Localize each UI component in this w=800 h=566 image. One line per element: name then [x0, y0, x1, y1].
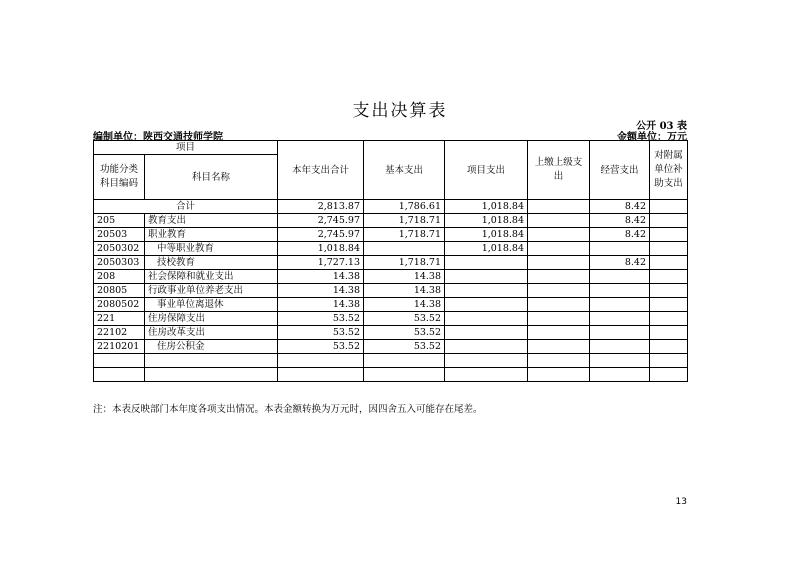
cell-subsidy	[650, 326, 688, 340]
table-row	[94, 256, 688, 270]
header-basic: 基本支出	[364, 141, 445, 200]
table-row	[94, 228, 688, 242]
cell-operating	[590, 326, 650, 340]
cell-upper	[528, 368, 590, 382]
cell-basic: 14.38	[364, 298, 445, 312]
cell-code: 2210201	[94, 340, 145, 354]
expenditure-table	[93, 140, 688, 382]
cell-project	[445, 368, 528, 382]
header-row-1	[94, 141, 688, 155]
cell-operating	[590, 340, 650, 354]
cell-project: 1,018.84	[445, 214, 528, 228]
cell-name: 中等职业教育	[145, 242, 278, 256]
cell-operating	[590, 354, 650, 368]
cell-code	[94, 354, 145, 368]
cell-total: 53.52	[278, 340, 364, 354]
cell-basic: 14.38	[364, 270, 445, 284]
cell-project	[445, 298, 528, 312]
cell-name	[145, 354, 278, 368]
cell-total: 53.52	[278, 312, 364, 326]
table-row	[94, 270, 688, 284]
header-project: 项目支出	[445, 141, 528, 200]
cell-operating: 8.42	[590, 214, 650, 228]
header-subsidy: 对附属单位补助支出	[650, 141, 688, 200]
cell-subsidy	[650, 312, 688, 326]
cell-basic: 1,718.71	[364, 256, 445, 270]
cell-subsidy	[650, 228, 688, 242]
cell-operating	[590, 284, 650, 298]
cell-basic: 1,718.71	[364, 214, 445, 228]
cell-upper	[528, 270, 590, 284]
header-operating: 经营支出	[590, 141, 650, 200]
cell-code: 208	[94, 270, 145, 284]
cell-subsidy	[650, 284, 688, 298]
cell-subsidy	[650, 354, 688, 368]
cell-basic: 53.52	[364, 340, 445, 354]
cell-subsidy	[650, 340, 688, 354]
cell-project	[445, 312, 528, 326]
table-row	[94, 312, 688, 326]
total-cell-total: 2,813.87	[278, 200, 364, 214]
table-note: 注：本表反映部门本年度各项支出情况。本表金额转换为万元时，因四舍五入可能存在尾差。	[93, 404, 483, 415]
cell-code: 22102	[94, 326, 145, 340]
cell-subsidy	[650, 298, 688, 312]
total-cell-upper	[528, 200, 590, 214]
header-name: 科目名称	[145, 155, 278, 200]
cell-upper	[528, 312, 590, 326]
cell-basic: 14.38	[364, 284, 445, 298]
cell-project	[445, 284, 528, 298]
total-cell-subsidy	[650, 200, 688, 214]
cell-code: 2050302	[94, 242, 145, 256]
cell-operating	[590, 242, 650, 256]
cell-name: 行政事业单位养老支出	[145, 284, 278, 298]
cell-name: 职业教育	[145, 228, 278, 242]
cell-subsidy	[650, 368, 688, 382]
cell-project	[445, 326, 528, 340]
cell-total: 2,745.97	[278, 214, 364, 228]
total-cell-project: 1,018.84	[445, 200, 528, 214]
cell-upper	[528, 298, 590, 312]
cell-code: 2050303	[94, 256, 145, 270]
total-label: 合计	[94, 200, 278, 214]
table-row	[94, 368, 688, 382]
table-row	[94, 298, 688, 312]
cell-operating	[590, 368, 650, 382]
table-row	[94, 284, 688, 298]
cell-code: 20503	[94, 228, 145, 242]
header-total: 本年支出合计	[278, 141, 364, 200]
cell-upper	[528, 354, 590, 368]
cell-basic	[364, 368, 445, 382]
total-row	[94, 200, 688, 214]
table-row	[94, 340, 688, 354]
cell-total: 53.52	[278, 326, 364, 340]
cell-upper	[528, 256, 590, 270]
cell-total: 2,745.97	[278, 228, 364, 242]
cell-name: 事业单位离退休	[145, 298, 278, 312]
page-number: 13	[675, 497, 687, 507]
cell-code: 205	[94, 214, 145, 228]
cell-project	[445, 270, 528, 284]
cell-total: 14.38	[278, 298, 364, 312]
amount-unit: 金额单位：万元	[617, 132, 687, 143]
document-title: 支出决算表	[352, 101, 448, 121]
cell-basic	[364, 242, 445, 256]
compiling-organization: 编制单位：陕西交通技师学院	[93, 132, 223, 143]
cell-name	[145, 368, 278, 382]
cell-operating	[590, 270, 650, 284]
table-row	[94, 354, 688, 368]
cell-subsidy	[650, 270, 688, 284]
cell-total: 1,727.13	[278, 256, 364, 270]
cell-name: 技校教育	[145, 256, 278, 270]
cell-project: 1,018.84	[445, 242, 528, 256]
cell-name: 社会保障和就业支出	[145, 270, 278, 284]
cell-code	[94, 368, 145, 382]
table-row	[94, 214, 688, 228]
cell-basic	[364, 354, 445, 368]
cell-operating: 8.42	[590, 228, 650, 242]
header-code: 功能分类科目编码	[94, 155, 145, 200]
total-cell-operating: 8.42	[590, 200, 650, 214]
cell-name: 住房保障支出	[145, 312, 278, 326]
cell-total: 14.38	[278, 270, 364, 284]
cell-upper	[528, 242, 590, 256]
cell-name: 住房公积金	[145, 340, 278, 354]
cell-total: 1,018.84	[278, 242, 364, 256]
cell-upper	[528, 214, 590, 228]
cell-name: 教育支出	[145, 214, 278, 228]
table-row	[94, 326, 688, 340]
cell-code: 20805	[94, 284, 145, 298]
cell-subsidy	[650, 214, 688, 228]
cell-upper	[528, 228, 590, 242]
cell-subsidy	[650, 256, 688, 270]
cell-upper	[528, 340, 590, 354]
cell-project	[445, 256, 528, 270]
cell-basic: 1,718.71	[364, 228, 445, 242]
cell-operating: 8.42	[590, 256, 650, 270]
cell-total	[278, 354, 364, 368]
cell-basic: 53.52	[364, 312, 445, 326]
form-number: 公开 03 表	[636, 121, 687, 132]
cell-total	[278, 368, 364, 382]
cell-project	[445, 340, 528, 354]
table-row	[94, 242, 688, 256]
cell-subsidy	[650, 242, 688, 256]
cell-code: 221	[94, 312, 145, 326]
header-upper: 上缴上级支出	[528, 141, 590, 200]
cell-upper	[528, 326, 590, 340]
header-item-group: 项目	[94, 141, 278, 155]
cell-code: 2080502	[94, 298, 145, 312]
cell-project	[445, 354, 528, 368]
cell-project: 1,018.84	[445, 228, 528, 242]
cell-operating	[590, 312, 650, 326]
cell-basic: 53.52	[364, 326, 445, 340]
cell-upper	[528, 284, 590, 298]
cell-total: 14.38	[278, 284, 364, 298]
total-cell-basic: 1,786.61	[364, 200, 445, 214]
cell-operating	[590, 298, 650, 312]
cell-name: 住房改革支出	[145, 326, 278, 340]
